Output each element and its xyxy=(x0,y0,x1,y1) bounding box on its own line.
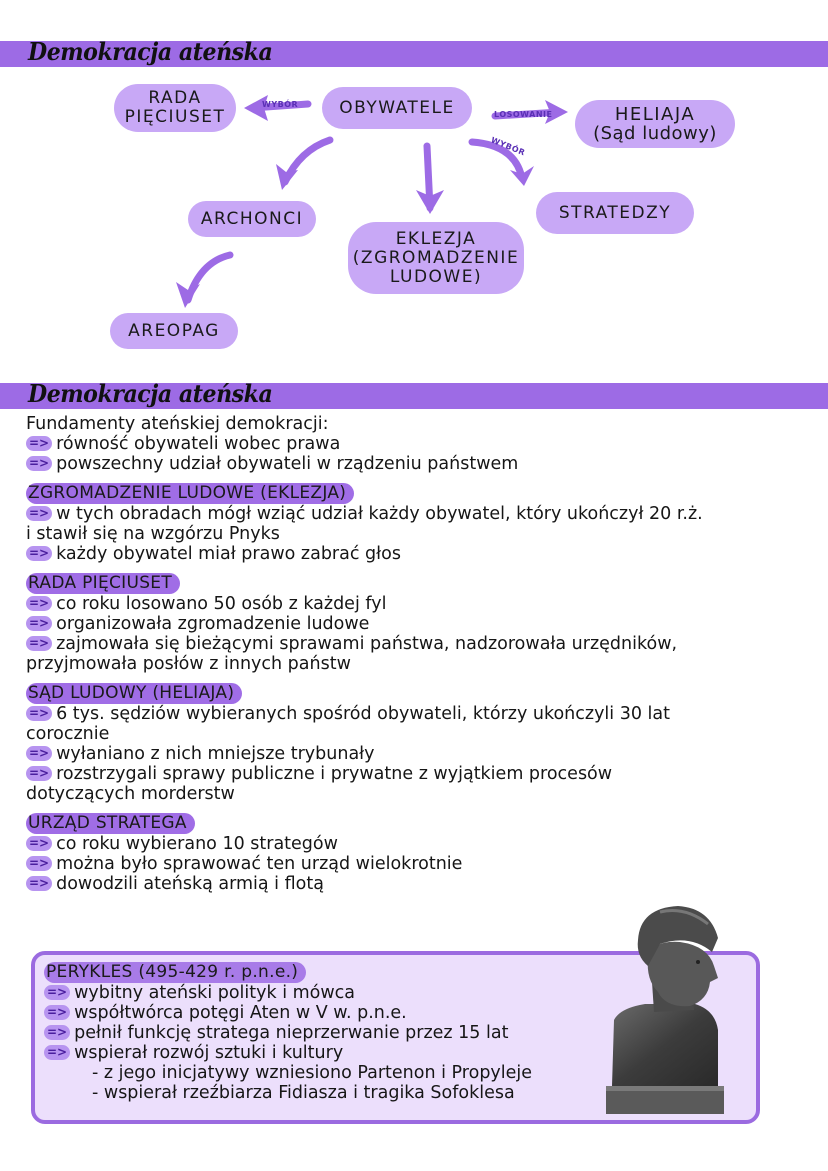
node-rada-pieciuset xyxy=(114,84,236,132)
list-item xyxy=(26,744,816,764)
section-title: Demokracja ateńska xyxy=(28,379,273,408)
section-header-rada: RADA PIĘCIUSET xyxy=(26,573,180,594)
item-text: rozstrzygali sprawy publiczne i prywatne z wyjątkiem procesów xyxy=(56,764,613,784)
list-item xyxy=(26,764,816,784)
edge-label-wybor-strategy: WYBÓR xyxy=(489,135,527,158)
node-areopag xyxy=(110,313,238,349)
sub-item: - wspierał rzeźbiarza Fidiasza i tragika Sofoklesa xyxy=(92,1083,515,1103)
node-label: STRATEDZY xyxy=(558,202,672,223)
node-label: EKLEZJA xyxy=(395,228,477,249)
list-item xyxy=(26,544,816,564)
list-item xyxy=(44,1043,532,1063)
node-label: HELIAJA xyxy=(614,104,696,125)
arrow-bullet-icon: => xyxy=(44,1005,70,1020)
section-header-eklezja: ZGROMADZENIE LUDOWE (EKLEZJA) xyxy=(26,483,354,504)
arrow-bullet-icon: => xyxy=(26,876,52,891)
arrow-bullet-icon: => xyxy=(26,616,52,631)
item-text: wspierał rozwój sztuki i kultury xyxy=(74,1043,344,1063)
list-item-continuation: dotyczących morderstw xyxy=(26,784,235,804)
node-obywatele xyxy=(322,87,472,129)
list-item xyxy=(26,454,816,474)
list-item xyxy=(26,434,816,454)
node-strategy xyxy=(536,192,694,234)
edge-label-wybor-rada: WYBÓR xyxy=(262,100,299,109)
section-header-heliaja: SĄD LUDOWY (HELIAJA) xyxy=(26,683,242,704)
item-text: powszechny udział obywateli w rządzeniu państwem xyxy=(56,454,519,474)
node-label: (ZGROMADZENIE xyxy=(352,247,520,268)
item-text: zajmowała się bieżącymi sprawami państwa, nadzorowała urzędników, xyxy=(56,634,678,654)
node-label: RADA xyxy=(148,88,202,108)
edge-label-losowanie: LOSOWANIE xyxy=(494,110,553,119)
list-item xyxy=(44,1003,532,1023)
item-text: co roku losowano 50 osób z każdej fyl xyxy=(56,594,387,614)
header-banner-notes xyxy=(0,379,828,409)
arrow-bullet-icon: => xyxy=(26,746,52,761)
item-text: organizowała zgromadzenie ludowe xyxy=(56,614,370,634)
item-text: każdy obywatel miał prawo zabrać głos xyxy=(56,544,401,564)
item-text: co roku wybierano 10 strategów xyxy=(56,834,338,854)
arrow-bullet-icon: => xyxy=(26,436,52,451)
arrow-bullet-icon: => xyxy=(26,596,52,611)
intro-text: Fundamenty ateńskiej demokracji: xyxy=(26,414,329,434)
node-label: LUDOWE) xyxy=(389,266,483,287)
node-heliaja xyxy=(575,100,735,148)
arrow-bullet-icon: => xyxy=(26,836,52,851)
item-text: wybitny ateński polityk i mówca xyxy=(74,983,356,1003)
arrow-to-areopag xyxy=(188,255,230,300)
item-text: dowodzili ateńską armią i flotą xyxy=(56,874,324,894)
list-item-continuation: corocznie xyxy=(26,724,110,744)
item-text: współtwórca potęgi Aten w V w. p.n.e. xyxy=(74,1003,407,1023)
arrow-bullet-icon: => xyxy=(26,766,52,781)
arrow-bullet-icon: => xyxy=(26,706,52,721)
list-item xyxy=(44,983,532,1003)
list-item xyxy=(44,1023,532,1043)
arrow-bullet-icon: => xyxy=(26,506,52,521)
pericles-content xyxy=(44,962,532,1103)
item-text: równość obywateli wobec prawa xyxy=(56,434,341,454)
arrow-bullet-icon: => xyxy=(44,1045,70,1060)
list-item xyxy=(26,504,816,524)
arrow-bullet-icon: => xyxy=(44,985,70,1000)
list-item xyxy=(26,854,816,874)
arrow-bullet-icon: => xyxy=(44,1025,70,1040)
node-label: OBYWATELE xyxy=(339,97,455,118)
list-item xyxy=(26,874,816,894)
sub-item: - z jego inicjatywy wzniesiono Partenon i Propyleje xyxy=(92,1063,533,1083)
list-item xyxy=(26,614,816,634)
section-header-pericles: PERYKLES (495-429 r. p.n.e.) xyxy=(44,962,306,983)
list-item-continuation: przyjmowała posłów z innych państw xyxy=(26,654,351,674)
section-header-strateg: URZĄD STRATEGA xyxy=(26,813,195,834)
node-archonci xyxy=(188,201,316,237)
list-item xyxy=(26,634,816,654)
item-text: wyłaniano z nich mniejsze trybunały xyxy=(56,744,375,764)
arrow-bullet-icon: => xyxy=(26,856,52,871)
pericles-bust-image xyxy=(600,900,730,1115)
item-text: 6 tys. sędziów wybieranych spośród obywateli, którzy ukończyli 30 lat xyxy=(56,704,670,724)
page-title: Demokracja ateńska xyxy=(28,37,273,66)
node-label: PIĘCIUSET xyxy=(124,107,226,127)
arrow-bullet-icon: => xyxy=(26,546,52,561)
node-label: AREOPAG xyxy=(128,320,220,341)
node-label: ARCHONCI xyxy=(200,208,304,229)
list-item-continuation: i stawił się na wzgórzu Pnyks xyxy=(26,524,280,544)
item-text: pełnił funkcję stratega nieprzerwanie przez 15 lat xyxy=(74,1023,509,1043)
arrow-bullet-icon: => xyxy=(26,636,52,651)
item-text: można było sprawować ten urząd wielokrotnie xyxy=(56,854,463,874)
arrow-bullet-icon: => xyxy=(26,456,52,471)
item-text: w tych obradach mógł wziąć udział każdy obywatel, który ukończył 20 r.ż. xyxy=(56,504,703,524)
node-label: (Sąd ludowy) xyxy=(593,123,717,144)
node-eklezja xyxy=(348,222,524,294)
list-item xyxy=(26,834,816,854)
notes-content xyxy=(26,414,816,894)
list-item xyxy=(26,704,816,724)
list-item xyxy=(26,594,816,614)
